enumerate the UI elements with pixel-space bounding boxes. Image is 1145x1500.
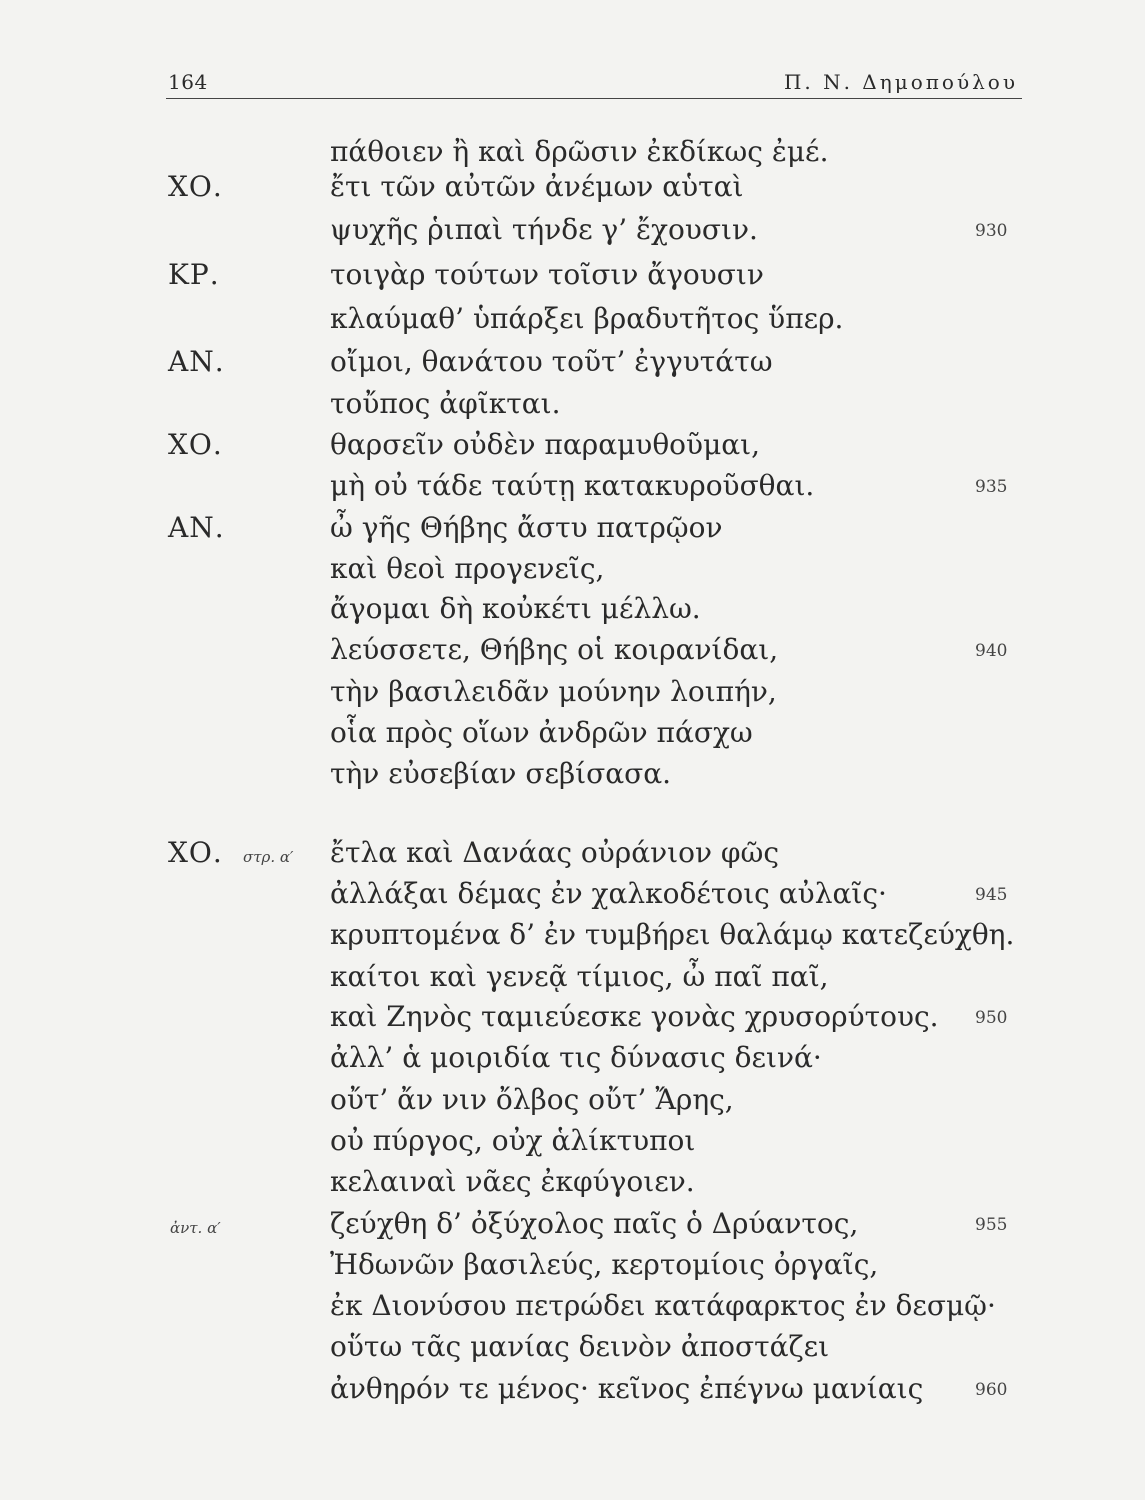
verse-line-text: οὐ πύργος, οὐχ ἁλίκτυποι bbox=[330, 1124, 696, 1157]
page-header bbox=[168, 70, 1018, 106]
verse-line bbox=[0, 918, 1145, 958]
line-number: 945 bbox=[975, 885, 1008, 905]
speaker-label: ΧΟ. bbox=[168, 170, 223, 203]
verse-line bbox=[0, 1165, 1145, 1205]
verse-line bbox=[0, 1124, 1145, 1164]
verse-line bbox=[0, 592, 1145, 632]
verse-line bbox=[0, 302, 1145, 342]
verse-line-text: ἀνθηρόν τε μένος· κεῖνος ἐπέγνω μανίαις bbox=[330, 1372, 924, 1405]
verse-line bbox=[0, 387, 1145, 427]
line-number: 950 bbox=[975, 1008, 1008, 1028]
verse-line-text: ἄγομαι δὴ κοὐκέτι μέλλω. bbox=[330, 592, 701, 625]
verse-line-text: οὕτω τᾶς μανίας δεινὸν ἀποστάζει bbox=[330, 1330, 830, 1363]
verse-line-text: μὴ οὐ τάδε ταύτῃ κατακυροῦσθαι. bbox=[330, 469, 815, 502]
verse-line-text: τὴν εὐσεβίαν σεβίσασα. bbox=[330, 757, 672, 790]
verse-line-text: ὦ γῆς Θήβης ἄστυ πατρῷον bbox=[330, 511, 723, 544]
speaker-label: ΑΝ. bbox=[168, 345, 225, 378]
header-rule bbox=[166, 98, 1022, 99]
verse-line bbox=[0, 877, 1145, 917]
verse-line bbox=[0, 135, 1145, 175]
verse-line bbox=[0, 675, 1145, 715]
verse-line-text: πάθοιεν ἢ καὶ δρῶσιν ἐκδίκως ἐμέ. bbox=[330, 135, 829, 168]
verse-line-text: θαρσεῖν οὐδὲν παραμυθοῦμαι, bbox=[330, 428, 761, 461]
running-head: Π. Ν. Δημοπούλου bbox=[783, 70, 1018, 94]
verse-line-text: καὶ Ζηνὸς ταμιεύεσκε γονὰς χρυσορύτους. bbox=[330, 1000, 939, 1033]
line-number: 955 bbox=[975, 1215, 1008, 1235]
page-number: 164 bbox=[168, 70, 208, 94]
verse-line-text: οἷα πρὸς οἵων ἀνδρῶν πάσχω bbox=[330, 716, 753, 749]
speaker-label: ΧΟ. bbox=[168, 428, 223, 461]
line-number: 935 bbox=[975, 477, 1008, 497]
line-number: 960 bbox=[975, 1380, 1008, 1400]
verse-line bbox=[0, 633, 1145, 673]
verse-line-text: ἀλλάξαι δέμας ἐν χαλκοδέτοις αὐλαῖς· bbox=[330, 877, 887, 910]
line-number: 930 bbox=[975, 221, 1008, 241]
verse-line-text: Ἠδωνῶν βασιλεύς, κερτομίοις ὀργαῖς, bbox=[330, 1248, 879, 1281]
verse-line-text: τοὔπος ἀφῖκται. bbox=[330, 387, 561, 420]
strophe-marker: στρ. α′ bbox=[243, 848, 294, 866]
verse-line bbox=[0, 1248, 1145, 1288]
line-number: 940 bbox=[975, 641, 1008, 661]
verse-line-text: ψυχῆς ῥιπαὶ τήνδε γ’ ἔχουσιν. bbox=[330, 213, 758, 246]
verse-line bbox=[0, 960, 1145, 1000]
verse-line-text: ἐκ Διονύσου πετρώδει κατάφαρκτος ἐν δεσμῷ· bbox=[330, 1289, 996, 1322]
speaker-label: ΑΝ. bbox=[168, 511, 225, 544]
verse-line bbox=[0, 258, 1145, 298]
verse-line-text: ἔτι τῶν αὐτῶν ἀνέμων αὑταὶ bbox=[330, 170, 744, 203]
verse-line bbox=[0, 1330, 1145, 1370]
verse-line bbox=[0, 1289, 1145, 1329]
verse-line-text: τὴν βασιλειδᾶν μούνην λοιπήν, bbox=[330, 675, 777, 708]
verse-line bbox=[0, 716, 1145, 756]
verse-line bbox=[0, 1000, 1145, 1040]
speaker-label: ΧΟ. bbox=[168, 836, 223, 869]
verse-line-text: οἴμοι, θανάτου τοῦτ’ ἐγγυτάτω bbox=[330, 345, 773, 378]
verse-line-text: ἀλλ’ ἁ μοιριδία τις δύνασις δεινά· bbox=[330, 1041, 822, 1074]
verse-line-text: κρυπτομένα δ’ ἐν τυμβήρει θαλάμῳ κατεζεύχθη. bbox=[330, 918, 1015, 951]
verse-line-text: καὶ θεοὶ προγενεῖς, bbox=[330, 552, 605, 585]
verse-line-text: κλαύμαθ’ ὑπάρξει βραδυτῆτος ὕπερ. bbox=[330, 302, 844, 335]
verse-line bbox=[0, 170, 1145, 210]
verse-line-text: κελαιναὶ νᾶες ἐκφύγοιεν. bbox=[330, 1165, 695, 1198]
verse-line bbox=[0, 511, 1145, 551]
verse-line-text: ἔτλα καὶ Δανάας οὐράνιον φῶς bbox=[330, 836, 780, 869]
verse-line-text: ζεύχθη δ’ ὀξύχολος παῖς ὁ Δρύαντος, bbox=[330, 1207, 859, 1240]
verse-line bbox=[0, 1083, 1145, 1123]
verse-line bbox=[0, 1372, 1145, 1412]
verse-line bbox=[0, 836, 1145, 876]
verse-line bbox=[0, 213, 1145, 253]
verse-line-text: οὔτ’ ἄν νιν ὄλβος οὔτ’ Ἄρης, bbox=[330, 1083, 734, 1116]
speaker-label: ΚΡ. bbox=[168, 258, 220, 291]
verse-line-text: τοιγὰρ τούτων τοῖσιν ἄγουσιν bbox=[330, 258, 764, 291]
verse-line bbox=[0, 1207, 1145, 1247]
verse-line-text: λεύσσετε, Θήβης οἱ κοιρανίδαι, bbox=[330, 633, 779, 666]
verse-line bbox=[0, 1041, 1145, 1081]
verse-line bbox=[0, 552, 1145, 592]
verse-line-text: καίτοι καὶ γενεᾷ τίμιος, ὦ παῖ παῖ, bbox=[330, 960, 829, 993]
strophe-marker: ἀντ. α′ bbox=[170, 1219, 221, 1237]
verse-line bbox=[0, 469, 1145, 509]
verse-line bbox=[0, 345, 1145, 385]
verse-line bbox=[0, 428, 1145, 468]
verse-line bbox=[0, 757, 1145, 797]
